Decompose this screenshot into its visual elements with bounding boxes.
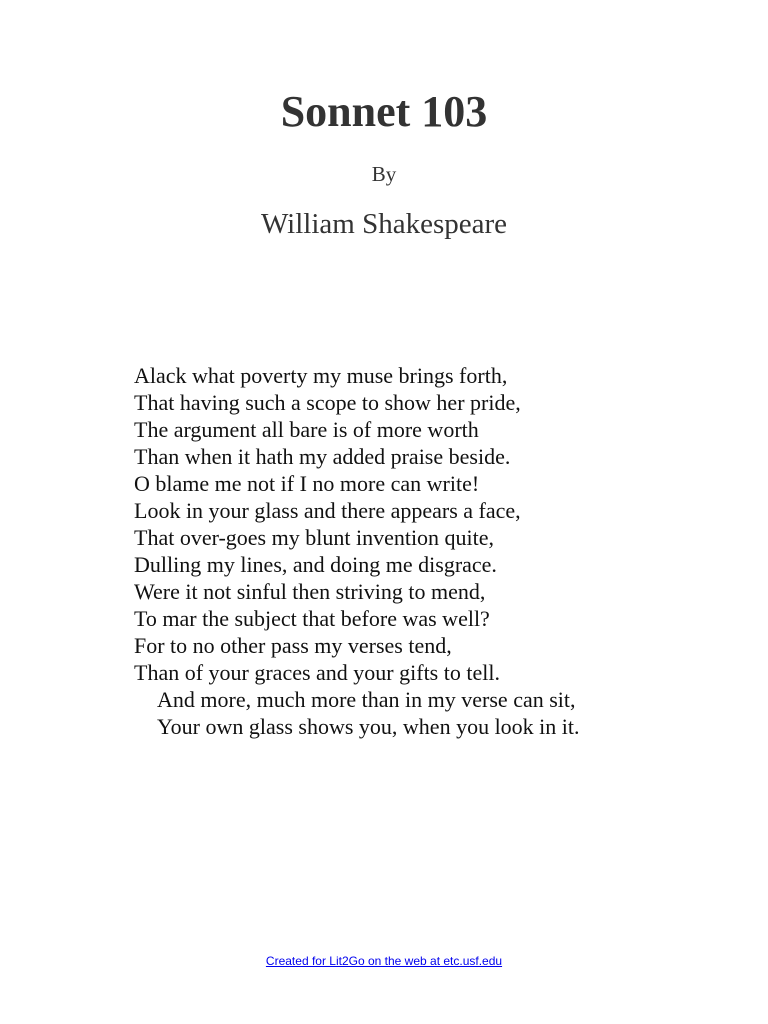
poem-line: Than when it hath my added praise beside. (134, 444, 511, 469)
poem-line: Were it not sinful then striving to mend, (134, 579, 486, 604)
poem-line: Alack what poverty my muse brings forth, (134, 363, 508, 388)
poem-line: That over-goes my blunt invention quite, (134, 525, 495, 550)
poem-line: Dulling my lines, and doing me disgrace. (134, 552, 497, 577)
author-name: William Shakespeare (260, 208, 508, 240)
poem-line: The argument all bare is of more worth (134, 417, 479, 442)
poem-line: Look in your glass and there appears a face, (134, 498, 521, 523)
footer (0, 953, 768, 969)
byline-label: By (371, 162, 397, 186)
couplet-line: Your own glass shows you, when you look in it. (157, 714, 580, 739)
poem-line: To mar the subject that before was well? (134, 606, 490, 631)
poem-title: Sonnet 103 (280, 87, 488, 136)
couplet-line: And more, much more than in my verse can sit, (157, 687, 576, 712)
poem-line: Than of your graces and your gifts to tell. (134, 660, 500, 685)
poem-line: That having such a scope to show her pride, (134, 390, 521, 415)
poem-line: For to no other pass my verses tend, (134, 633, 452, 658)
poem-body (134, 362, 734, 740)
poem-line: O blame me not if I no more can write! (134, 471, 480, 496)
lit2go-credit-link[interactable]: Created for Lit2Go on the web at etc.usf.edu (265, 954, 503, 968)
